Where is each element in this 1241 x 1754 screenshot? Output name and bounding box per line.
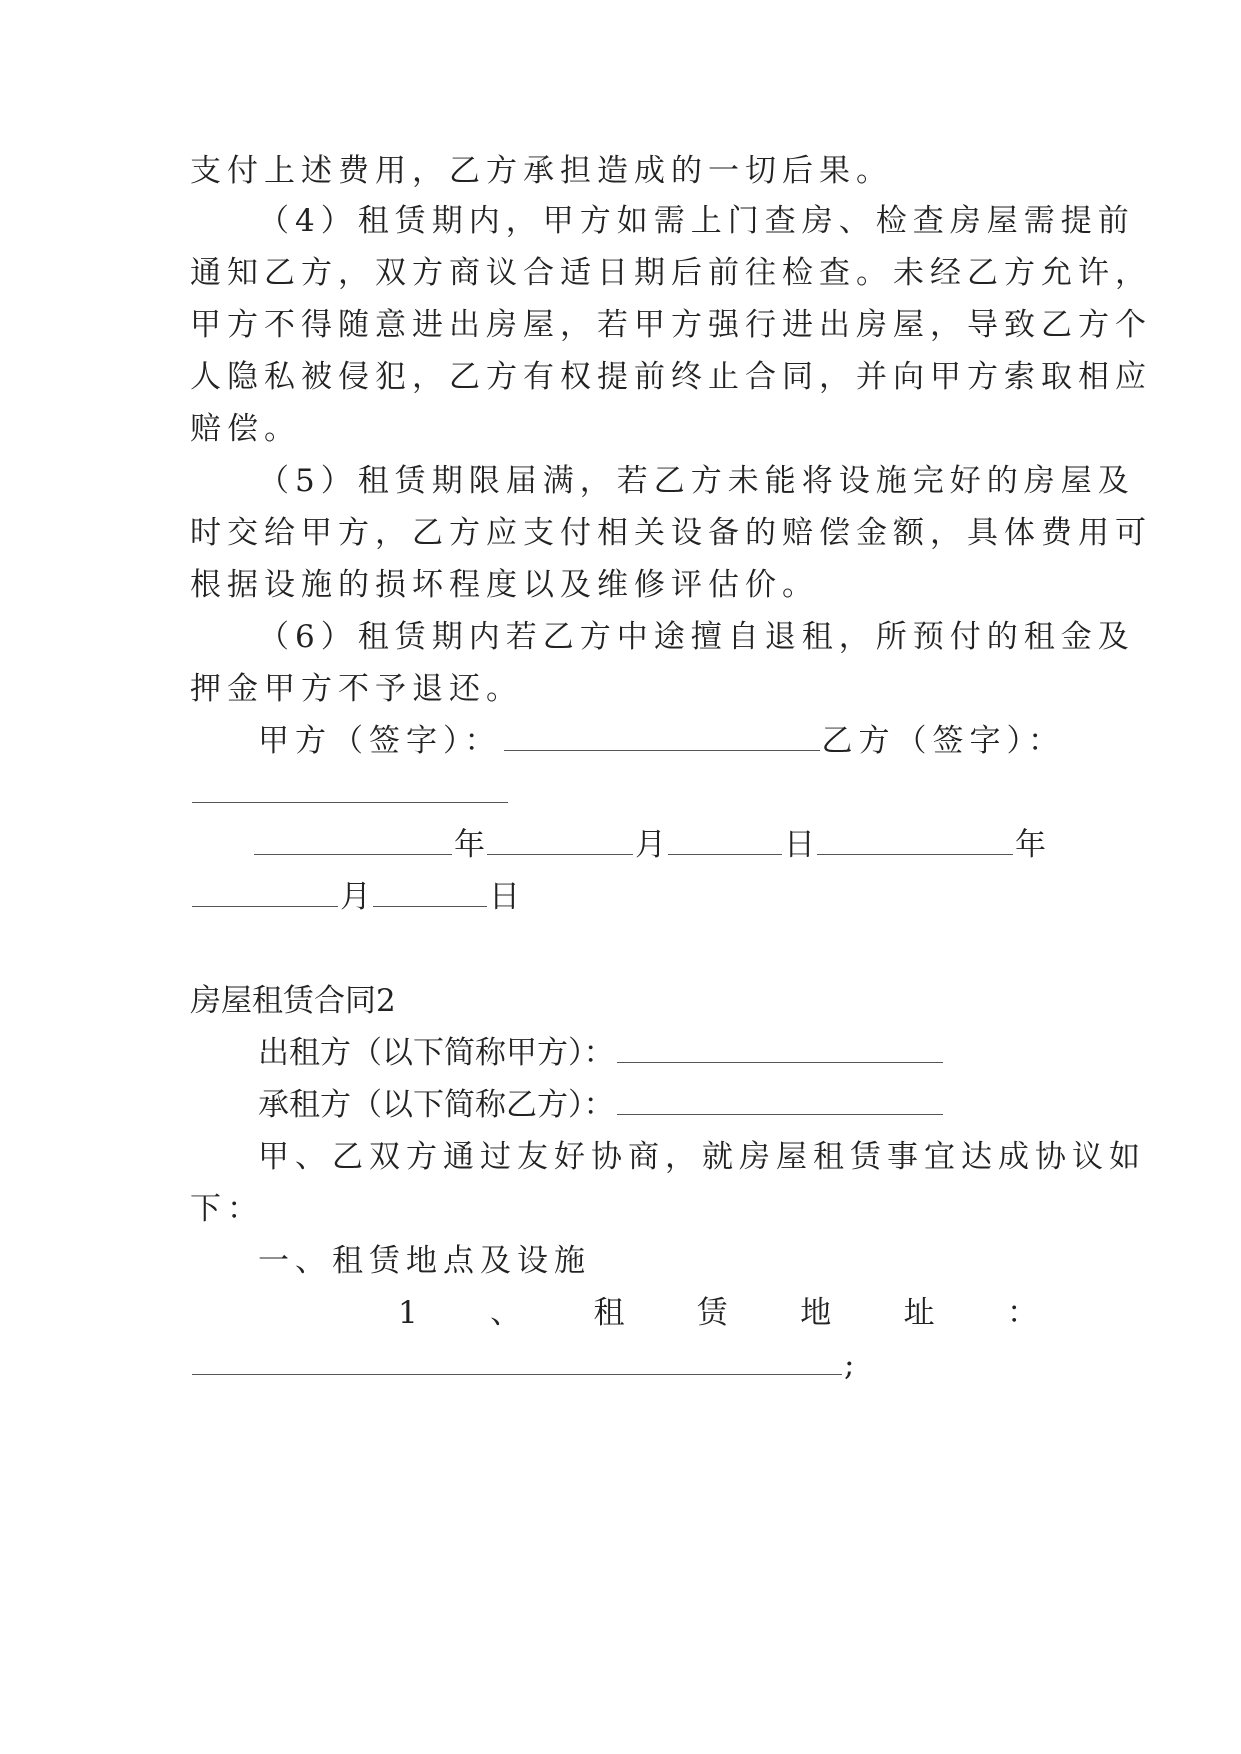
lessor-field[interactable] <box>617 1062 943 1063</box>
address-item: 、 <box>490 1295 522 1331</box>
day-label: 日 <box>489 879 520 915</box>
section-heading: 一、租赁地点及设施 <box>258 1243 591 1279</box>
lessor-line <box>258 1035 945 1071</box>
day-label: 日 <box>784 827 815 863</box>
address-line <box>398 1295 1038 1331</box>
lessee-label: 承租方（以下简称乙方）： <box>258 1087 615 1123</box>
month-label: 月 <box>340 879 371 915</box>
paragraph-line: 押金甲方不予退还。 <box>190 671 523 707</box>
address-item: 址 <box>903 1295 935 1331</box>
paragraph-line: （6）租赁期内若乙方中途擅自退租，所预付的租金及 <box>258 619 1135 655</box>
party-b-signature-label: 乙方（签字）： <box>821 723 1065 759</box>
paragraph-line: 根据设施的损坏程度以及维修评估价。 <box>190 567 819 603</box>
agreement-line: 甲、乙双方通过友好协商，就房屋租赁事宜达成协议如 <box>258 1139 1146 1175</box>
party-a-month-field[interactable] <box>487 854 633 855</box>
party-a-day-field[interactable] <box>668 854 782 855</box>
lessor-label: 出租方（以下简称甲方）： <box>258 1035 615 1071</box>
paragraph-line: 甲方不得随意进出房屋，若甲方强行进出房屋，导致乙方个 <box>190 307 1152 343</box>
paragraph-line: （4）租赁期内，甲方如需上门查房、检查房屋需提前 <box>258 203 1135 239</box>
paragraph-line: 人隐私被侵犯，乙方有权提前终止合同，并向甲方索取相应 <box>190 359 1152 395</box>
party-a-signature-label: 甲方（签字）： <box>258 723 502 759</box>
address-item: 1 <box>398 1295 418 1331</box>
contract-2-title: 房屋租赁合同2 <box>190 983 396 1019</box>
paragraph-line: 时交给甲方，乙方应支付相关设备的赔偿金额，具体费用可 <box>190 515 1152 551</box>
agreement-line: 下： <box>190 1191 264 1227</box>
paragraph-line: 赔偿。 <box>190 411 301 447</box>
date-line <box>252 827 1046 863</box>
paragraph-line: 通知乙方，双方商议合适日期后前往检查。未经乙方允许， <box>190 255 1152 291</box>
date-continuation <box>190 879 520 915</box>
address-field[interactable] <box>192 1374 842 1375</box>
month-label: 月 <box>635 827 666 863</box>
signature-continuation <box>190 778 510 809</box>
party-b-signature-field[interactable] <box>192 802 508 803</box>
address-field-line <box>190 1347 855 1383</box>
party-b-day-field[interactable] <box>373 906 487 907</box>
lessee-field[interactable] <box>617 1114 943 1115</box>
signature-line <box>258 723 1065 759</box>
year-label: 年 <box>1015 827 1046 863</box>
party-b-year-field[interactable] <box>817 854 1013 855</box>
address-item: ： <box>1006 1295 1038 1331</box>
party-b-month-field[interactable] <box>192 906 338 907</box>
party-a-signature-field[interactable] <box>504 750 820 751</box>
year-label: 年 <box>454 827 485 863</box>
address-item: 租 <box>593 1295 625 1331</box>
paragraph-line: 支付上述费用，乙方承担造成的一切后果。 <box>190 153 893 189</box>
address-item: 地 <box>800 1295 832 1331</box>
paragraph-line: （5）租赁期限届满，若乙方未能将设施完好的房屋及 <box>258 463 1135 499</box>
party-a-year-field[interactable] <box>254 854 452 855</box>
lessee-line <box>258 1087 945 1123</box>
semicolon: ; <box>844 1347 855 1383</box>
address-item: 赁 <box>696 1295 728 1331</box>
